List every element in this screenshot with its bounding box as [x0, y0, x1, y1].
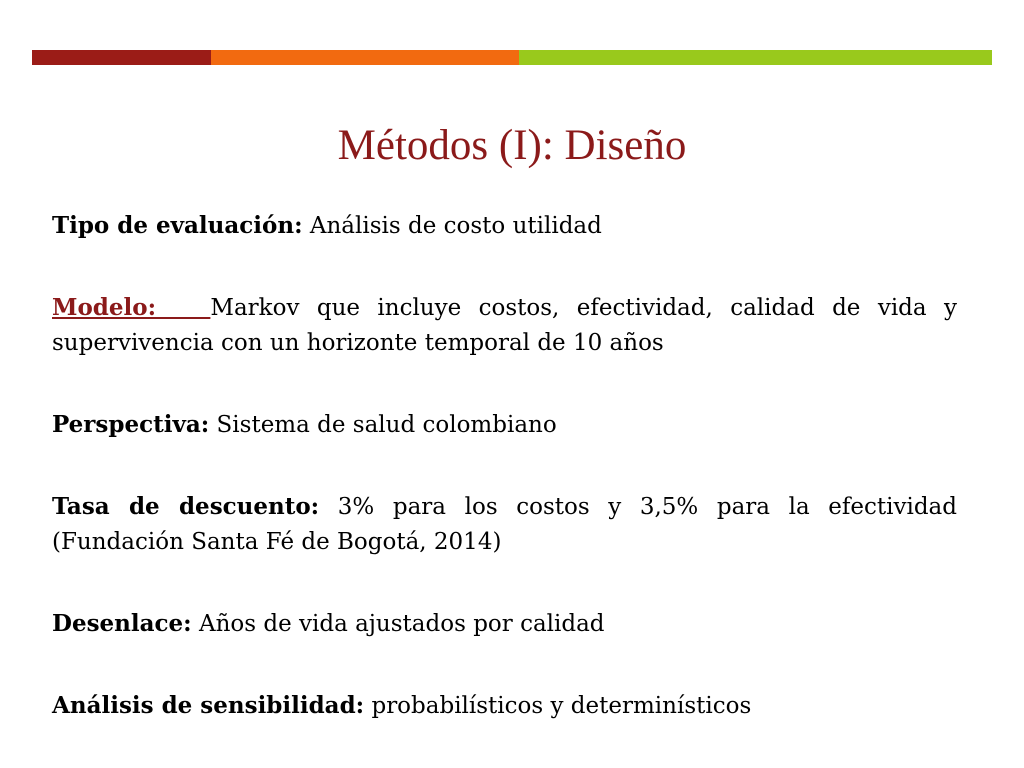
item-sensitivity-analysis	[52, 688, 957, 724]
item-model	[52, 290, 957, 361]
item-label: Tasa de descuento:	[52, 493, 320, 520]
item-text: 3% para los costos y 3,5% para la efectividad (Fundación Santa Fé de Bogotá, 2014)	[52, 494, 957, 555]
item-text: Sistema de salud colombiano	[209, 412, 557, 438]
color-bar-red-segment	[32, 50, 211, 65]
item-text: Años de vida ajustados por calidad	[191, 611, 605, 637]
item-label: Perspectiva:	[52, 411, 210, 438]
item-label: Análisis de sensibilidad:	[52, 692, 365, 719]
item-evaluation-type	[52, 208, 957, 244]
color-bar-orange-segment	[211, 50, 519, 65]
item-perspective	[52, 407, 957, 443]
item-label-model: Modelo:	[52, 294, 211, 321]
item-label: Tipo de evaluación:	[52, 212, 303, 239]
color-bar-green-segment	[519, 50, 992, 65]
item-outcome	[52, 606, 957, 642]
item-label: Desenlace:	[52, 610, 192, 637]
item-text: Markov que incluye costos, efectividad, calidad de vida y supervivencia con un horizonte temporal de 10 años	[52, 295, 958, 356]
slide-title: Métodos (I): Diseño	[337, 122, 687, 169]
slide-content	[52, 208, 957, 724]
item-discount-rate	[52, 489, 957, 560]
item-text: probabilísticos y determinísticos	[364, 693, 752, 719]
decorative-color-bar	[32, 50, 992, 65]
item-text: Análisis de costo utilidad	[302, 213, 602, 239]
